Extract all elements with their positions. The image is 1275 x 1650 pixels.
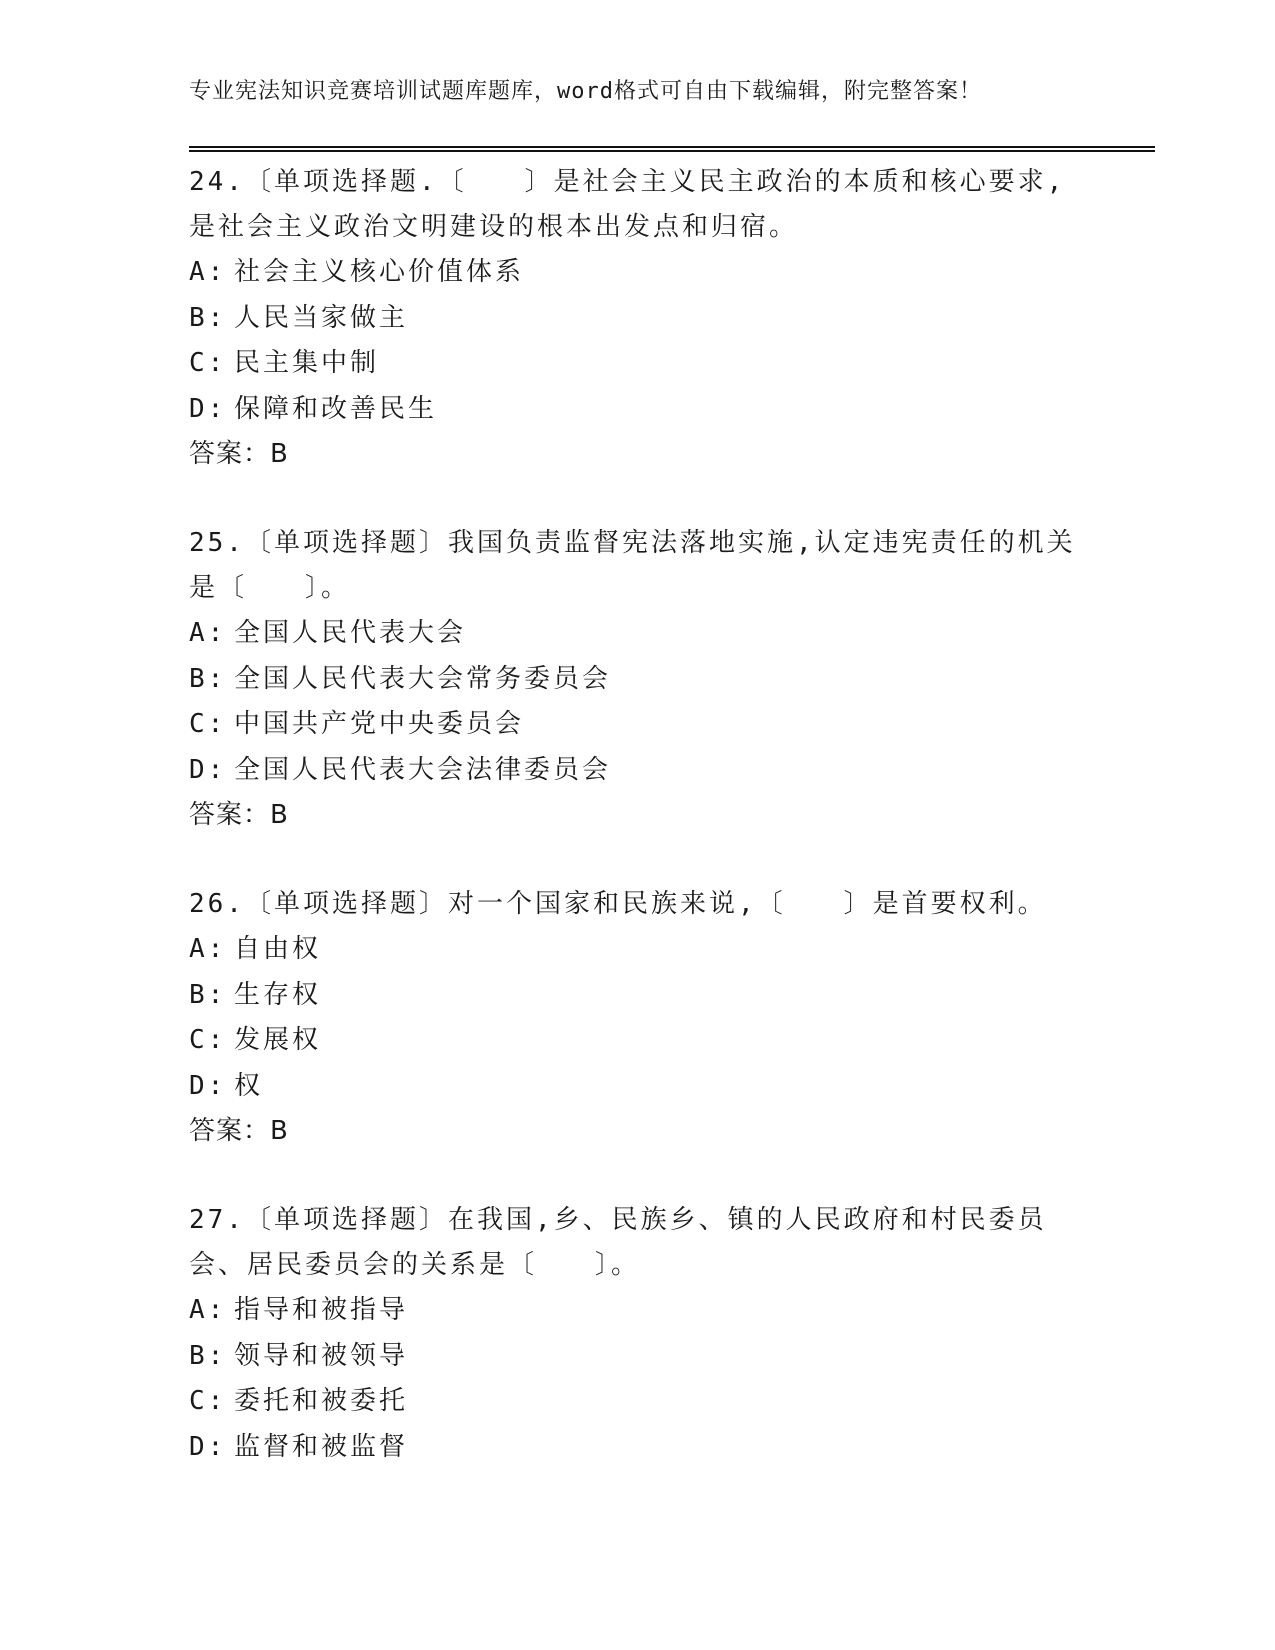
- option-a: [189, 927, 1089, 973]
- question-text: 25.〔单项选择题〕我国负责监督宪法落地实施,认定违宪责任的机关是〔 〕。: [189, 528, 1076, 603]
- option-text: 领导和被领导: [234, 1340, 409, 1371]
- option-label: A:: [189, 934, 227, 964]
- option-text: 全国人民代表大会常务委员会: [234, 663, 612, 694]
- option-d: [189, 1064, 1089, 1110]
- option-b: [189, 1334, 1089, 1380]
- option-b: [189, 657, 1089, 703]
- option-c: [189, 1018, 1089, 1064]
- option-d: [189, 387, 1089, 433]
- option-label: C:: [189, 1386, 227, 1416]
- option-d: [189, 748, 1089, 794]
- option-label: D:: [189, 1431, 227, 1462]
- option-c: [189, 341, 1089, 387]
- question-text: 27.〔单项选择题〕在我国,乡、民族乡、镇的人民政府和村民委员会、居民委员会的关系是〔 〕。: [189, 1205, 1047, 1280]
- question-text: 24.〔单项选择题.〔 〕是社会主义民主政治的本质和核心要求,是社会主义政治文明建设的根本出发点和归宿。: [189, 167, 1066, 242]
- option-b: [189, 973, 1089, 1019]
- option-text: 监督和被监督: [234, 1431, 409, 1462]
- option-b: [189, 296, 1089, 342]
- question-24: [189, 160, 1089, 477]
- option-text: 发展权: [234, 1025, 322, 1055]
- option-label: D:: [189, 754, 227, 785]
- question-25: [189, 521, 1089, 838]
- option-label: C:: [189, 1025, 227, 1055]
- option-text: 全国人民代表大会: [234, 618, 467, 648]
- option-c: [189, 702, 1089, 748]
- question-26: [189, 882, 1089, 1154]
- option-text: 人民当家做主: [234, 302, 409, 333]
- option-text: 自由权: [234, 934, 322, 964]
- option-text: 保障和改善民生: [234, 393, 438, 424]
- answer-text: 答案：B: [189, 439, 289, 469]
- question-27: [189, 1198, 1089, 1470]
- header-divider: [189, 146, 1155, 152]
- option-a: [189, 250, 1089, 296]
- option-a: [189, 1288, 1089, 1334]
- question-list: [189, 160, 1089, 1514]
- option-a: [189, 611, 1089, 657]
- option-d: [189, 1425, 1089, 1471]
- option-text: 权: [234, 1070, 264, 1101]
- option-text: 指导和被指导: [234, 1295, 409, 1325]
- option-text: 委托和被委托: [234, 1386, 409, 1416]
- option-label: B:: [189, 302, 227, 333]
- option-text: 中国共产党中央委员会: [234, 709, 525, 739]
- answer-text: 答案：B: [189, 1116, 289, 1146]
- option-label: B:: [189, 979, 227, 1010]
- page-header-title: 专业宪法知识竞赛培训试题库题库，word格式可自由下载编辑，附完整答案！: [189, 79, 982, 104]
- option-text: 全国人民代表大会法律委员会: [234, 754, 612, 785]
- option-label: A:: [189, 257, 227, 287]
- option-label: A:: [189, 1295, 227, 1325]
- option-label: B:: [189, 663, 227, 694]
- option-text: 社会主义核心价值体系: [234, 257, 525, 287]
- option-label: D:: [189, 1070, 227, 1101]
- option-label: B:: [189, 1340, 227, 1371]
- option-text: 生存权: [234, 979, 322, 1010]
- option-text: 民主集中制: [234, 348, 380, 378]
- question-text: 26.〔单项选择题〕对一个国家和民族来说,〔 〕是首要权利。: [189, 889, 1047, 919]
- option-label: C:: [189, 709, 227, 739]
- option-label: A:: [189, 618, 227, 648]
- option-c: [189, 1379, 1089, 1425]
- answer-text: 答案：B: [189, 800, 289, 830]
- option-label: D:: [189, 393, 227, 424]
- option-label: C:: [189, 348, 227, 378]
